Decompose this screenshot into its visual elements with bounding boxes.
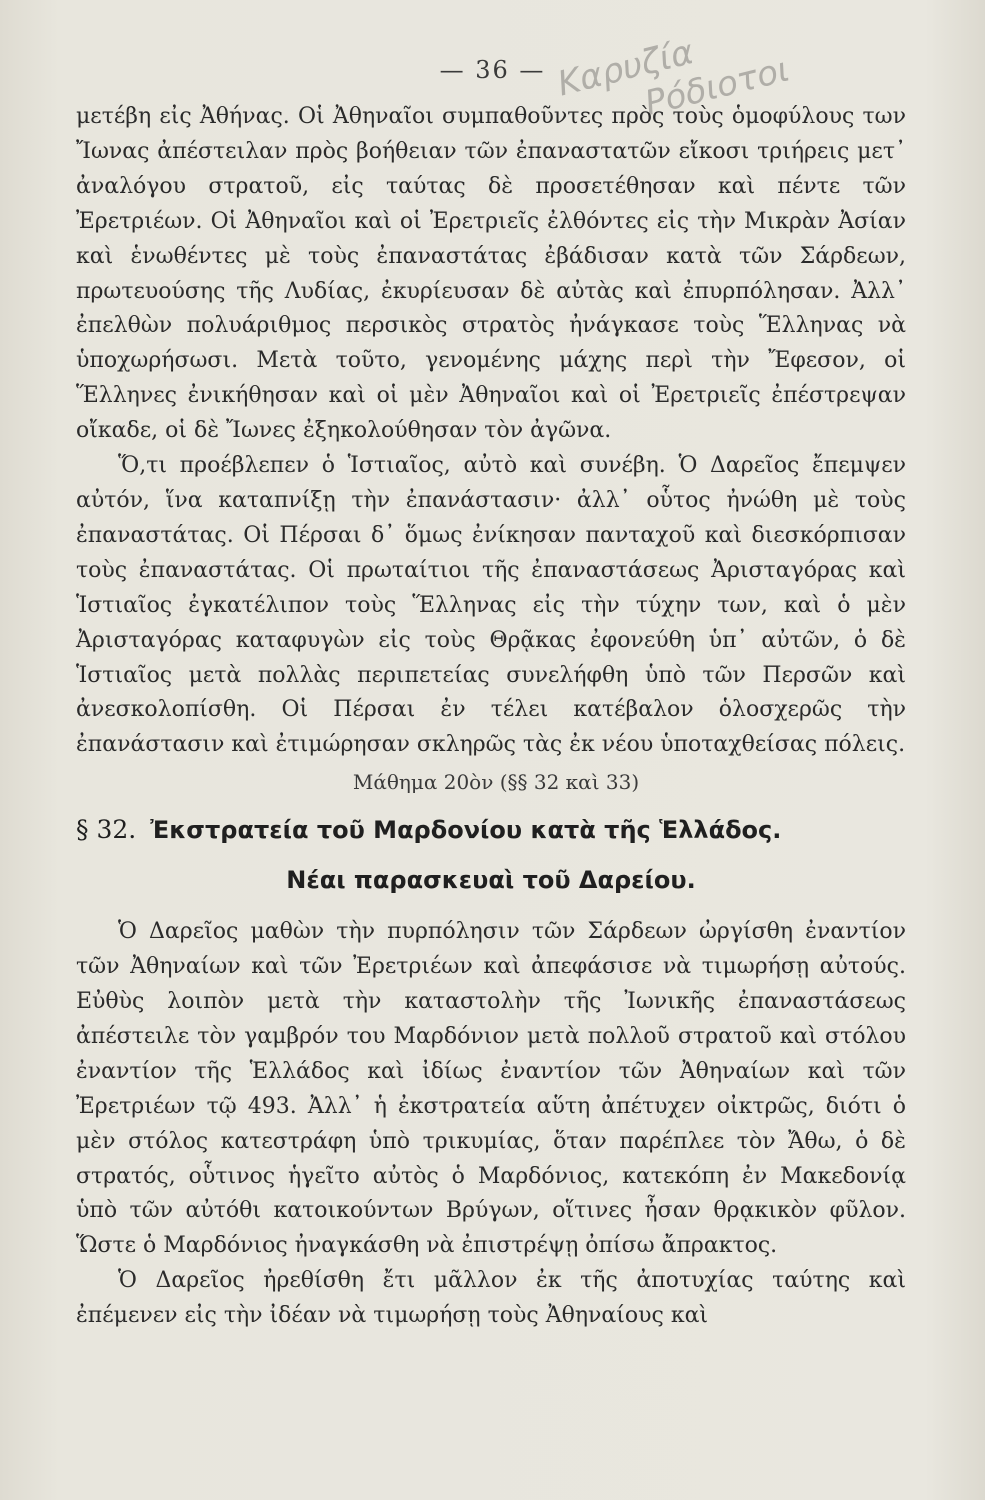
- margin-note-line-2: Ρόδιοτοι: [640, 49, 794, 124]
- page-body: [76, 100, 906, 1334]
- paragraph-1: μετέβη εἰς Ἀθήνας. Οἱ Ἀθηναῖοι συμπαθοῦντες πρὸς τοὺς ὁμοφύλους των Ἴωνας ἀπέστειλαν πρὸς βοήθειαν τῶν ἐπαναστατῶν εἴκοσι τριήρεις μετ᾽ ἀναλόγου στρατοῦ, εἰς ταύτας δὲ προσετέθησαν καὶ πέντε τῶν Ἐρετριέων. Οἱ Ἀθηναῖοι καὶ οἱ Ἐρετριεῖς ἐλθόντες εἰς τὴν Μικρὰν Ἀσίαν καὶ ἑνωθέντες μὲ τοὺς ἐπαναστάτας ἐβάδισαν κατὰ τῶν Σάρδεων, πρωτευούσης τῆς Λυδίας, ἐκυρίευσαν δὲ αὐτὰς καὶ ἐπυρπόλησαν. Ἀλλ᾽ ἐπελθὼν πολυάριθμος περσικὸς στρατὸς ἠνάγκασε τοὺς Ἕλληνας νὰ ὑποχωρήσωσι. Μετὰ τοῦτο, γενομένης μάχης περὶ τὴν Ἔφεσον, οἱ Ἕλληνες ἐνικήθησαν καὶ οἱ μὲν Ἀθηναῖοι καὶ οἱ Ἐρετριεῖς ἐπέστρεψαν οἴκαδε, οἱ δὲ Ἴωνες ἐξηκολούθησαν τὸν ἀγῶνα.: [76, 104, 906, 444]
- paragraph-2: Ὅ,τι προέβλεπεν ὁ Ἱστιαῖος, αὐτὸ καὶ συνέβη. Ὁ Δαρεῖος ἔπεμψεν αὐτόν, ἵνα καταπνίξῃ τὴν ἐπανάστασιν· ἀλλ᾽ οὗτος ἠνώθη μὲ τοὺς ἐπαναστάτας. Οἱ Πέρσαι δ᾽ ὅμως ἐνίκησαν πανταχοῦ καὶ διεσκόρπισαν τοὺς ἐπαναστάτας. Οἱ πρωταίτιοι τῆς ἐπαναστάσεως Ἀρισταγόρας καὶ Ἱστιαῖος ἐγκατέλιπον τοὺς Ἕλληνας εἰς τὴν τύχην των, καὶ ὁ μὲν Ἀρισταγόρας καταφυγὼν εἰς τοὺς Θρᾷκας ἐφονεύθη ὑπ᾽ αὐτῶν, ὁ δὲ Ἱστιαῖος μετὰ πολλὰς περιπετείας συνελήφθη ὑπὸ τῶν Περσῶν καὶ ἀνεσκολοπίσθη. Οἱ Πέρσαι ἐν τέλει κατέβαλον ὁλοσχερῶς τὴν ἐπανάστασιν καὶ ἐτιμώρησαν σκληρῶς τὰς ἐκ νέου ὑποταχθείσας πόλεις.: [76, 453, 906, 758]
- section-paragraph-2: Ὁ Δαρεῖος ἠρεθίσθη ἔτι μᾶλλον ἐκ τῆς ἀποτυχίας ταύτης καὶ ἐπέμενεν εἰς τὴν ἰδέαν νὰ τιμωρήσῃ τοὺς Ἀθηναίους καὶ: [76, 1268, 906, 1329]
- margin-note-line-1: Καρυζία: [553, 32, 698, 105]
- section-title-line-2: Νέαι παρασκευαὶ τοῦ Δαρείου.: [286, 866, 696, 895]
- page-number: — 36 —: [439, 56, 546, 84]
- section-title-line-1: Ἐκστρατεία τοῦ Μαρδονίου κατὰ τῆς Ἑλλάδος.: [150, 816, 782, 845]
- section-heading: [76, 805, 906, 905]
- section-number: § 32.: [76, 815, 137, 845]
- lesson-label: Μάθημα 20ὸν (§§ 32 καὶ 33): [352, 770, 640, 795]
- section-paragraph-1: Ὁ Δαρεῖος μαθὼν τὴν πυρπόλησιν τῶν Σάρδεων ὠργίσθη ἐναντίον τῶν Ἀθηναίων καὶ τῶν Ἐρετριέων καὶ ἀπεφάσισε νὰ τιμωρήσῃ αὐτούς. Εὐθὺς λοιπὸν μετὰ τὴν καταστολὴν τῆς Ἰωνικῆς ἐπαναστάσεως ἀπέστειλε τὸν γαμβρόν του Μαρδόνιον μετὰ πολλοῦ στρατοῦ καὶ στόλου ἐναντίον τῆς Ἑλλάδος καὶ ἰδίως ἐναντίον τῶν Ἀθηναίων καὶ τῶν Ἐρετριέων τῷ 493. Ἀλλ᾽ ἡ ἐκστρατεία αὕτη ἀπέτυχεν οἰκτρῶς, διότι ὁ μὲν στόλος κατεστράφη ὑπὸ τρικυμίας, ὅταν παρέπλεε τὸν Ἄθω, ὁ δὲ στρατός, οὗτινος ἡγεῖτο αὐτὸς ὁ Μαρδόνιος, κατεκόπη ἐν Μακεδονίᾳ ὑπὸ τῶν αὐτόθι κατοικούντων Βρύγων, οἵτινες ἦσαν θρᾳκικὸν φῦλον. Ὥστε ὁ Μαρδόνιος ἠναγκάσθη νὰ ἐπιστρέψῃ ὀπίσω ἄπρακτος.: [76, 919, 906, 1259]
